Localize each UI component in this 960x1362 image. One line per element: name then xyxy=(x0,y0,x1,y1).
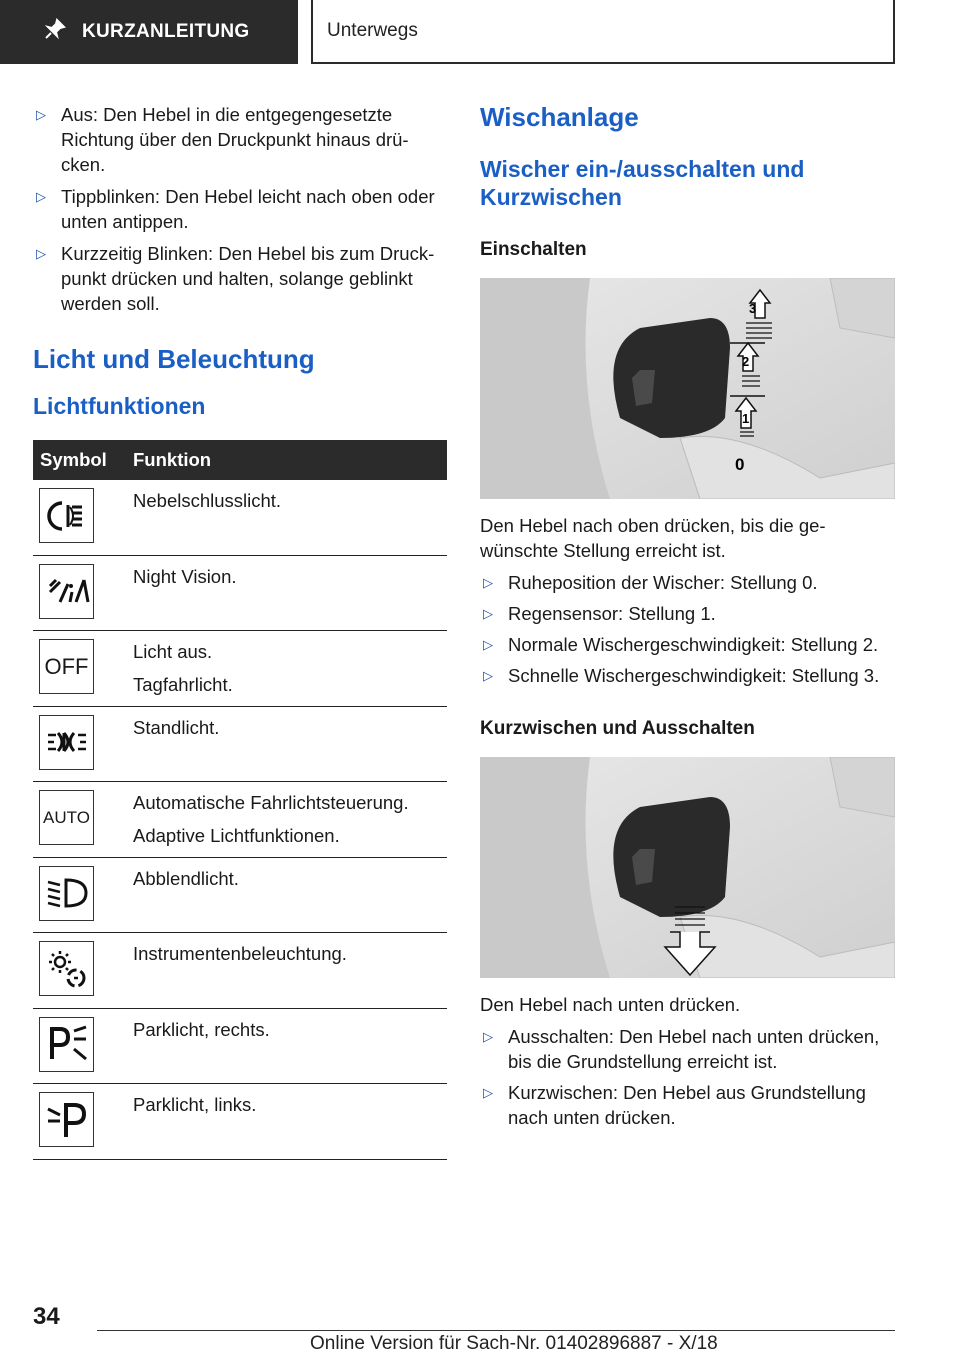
table-row xyxy=(33,480,447,556)
off-icon xyxy=(39,639,94,694)
header-chapter-label: Unterwegs xyxy=(327,20,418,41)
night-vision-icon xyxy=(39,564,94,619)
triangle-bullet-icon: ▷ xyxy=(483,668,493,683)
footer-text: Online Version für Sach-Nr. 01402896887 - X/18 xyxy=(310,1333,718,1354)
list-item: ▷ Schnelle Wischergeschwindigkeit: Stellung 3. xyxy=(483,665,880,686)
wiper-positions-list xyxy=(480,570,900,688)
auto-icon xyxy=(39,790,94,845)
sub-heading-einschalten: Einschalten xyxy=(480,239,587,260)
function-label: Night Vision. xyxy=(133,565,237,587)
auto-symbol-text: AUTO xyxy=(43,807,90,827)
list-item: ▷ Kurzzeitig Blinken: Den Hebel bis zum Druck‐punkt drücken und halten, solange geblinkt werden soll. xyxy=(36,243,435,314)
list-item: ▷ Ausschalten: Den Hebel nach unten drücken, bis die Grundstellung erreicht ist. xyxy=(483,1026,880,1072)
function-label: Licht aus. xyxy=(133,641,213,662)
section-heading: Licht und Beleuchtung xyxy=(33,344,315,374)
section-heading: Wischanlage xyxy=(480,102,639,132)
turn-signal-list xyxy=(33,102,447,316)
position-label-3: 3 xyxy=(749,301,757,316)
function-label: Standlicht. xyxy=(133,716,220,738)
function-label: Tagfahrlicht. xyxy=(133,674,233,695)
header-section-label: KURZANLEITUNG xyxy=(82,21,250,42)
footer-divider xyxy=(97,1330,895,1331)
triangle-bullet-icon: ▷ xyxy=(483,1085,493,1100)
triangle-bullet-icon: ▷ xyxy=(36,107,46,122)
triangle-bullet-icon: ▷ xyxy=(483,637,493,652)
instrument-lighting-icon xyxy=(39,941,94,996)
list-item: ▷ Regensensor: Stellung 1. xyxy=(483,603,716,624)
table-row xyxy=(33,1084,447,1160)
list-item: ▷ Ruheposition der Wischer: Stellung 0. xyxy=(483,572,818,593)
position-label-1: 1 xyxy=(742,411,750,426)
left-column xyxy=(33,102,447,1160)
table-row xyxy=(33,556,447,632)
parking-light-right-icon xyxy=(39,1017,94,1072)
list-item: ▷ Aus: Den Hebel in die entgegengesetzte Richtung über den Druckpunkt hinaus drü‐cken. xyxy=(36,104,409,175)
function-label: Abblendlicht. xyxy=(133,867,239,889)
col-function-header: Funktion xyxy=(133,449,212,470)
wiper-off-list xyxy=(480,1024,900,1130)
position-label-0: 0 xyxy=(735,455,745,474)
paragraph: Den Hebel nach unten drücken. xyxy=(480,994,741,1015)
col-symbol-header: Symbol xyxy=(40,449,107,470)
wiper-lever-up-image xyxy=(480,278,895,499)
position-label-2: 2 xyxy=(742,354,750,369)
list-item: ▷ Tippblinken: Den Hebel leicht nach oben oder unten antippen. xyxy=(36,186,435,232)
function-label: Parklicht, links. xyxy=(133,1094,257,1115)
table-row xyxy=(33,933,447,1009)
triangle-bullet-icon: ▷ xyxy=(483,1029,493,1044)
off-symbol-text: OFF xyxy=(44,653,89,679)
table-row xyxy=(33,782,447,858)
list-item: ▷ Kurzwischen: Den Hebel aus Grundstellung nach unten drücken. xyxy=(483,1082,866,1128)
paragraph: Den Hebel nach oben drücken, bis die ge‐wünschte Stellung erreicht ist. xyxy=(480,515,826,561)
function-label: Parklicht, rechts. xyxy=(133,1018,270,1040)
table-row xyxy=(33,707,447,783)
table-header xyxy=(33,440,447,480)
function-label: Automatische Fahrlichtsteuerung. xyxy=(133,792,409,813)
rear-fog-light-icon xyxy=(39,488,94,543)
page-number: 34 xyxy=(33,1303,60,1330)
parking-light-left-icon xyxy=(39,1092,94,1147)
wiper-lever-down-image xyxy=(480,757,895,978)
pushpin-icon xyxy=(44,18,66,46)
function-label: Adaptive Lichtfunktionen. xyxy=(133,825,340,846)
triangle-bullet-icon: ▷ xyxy=(483,606,493,621)
triangle-bullet-icon: ▷ xyxy=(483,575,493,590)
table-row xyxy=(33,858,447,934)
triangle-bullet-icon: ▷ xyxy=(36,246,46,261)
right-column xyxy=(480,102,900,1136)
header-section-tab xyxy=(0,0,298,64)
subsection-heading: Wischer ein-/ausschalten und Kurzwischen xyxy=(480,156,805,210)
function-label: Instrumentenbeleuchtung. xyxy=(133,943,347,964)
low-beam-icon xyxy=(39,866,94,921)
header-chapter xyxy=(311,0,895,64)
function-label: Nebelschlusslicht. xyxy=(133,490,282,511)
light-functions-table xyxy=(33,440,447,1160)
subsection-heading: Lichtfunktionen xyxy=(33,393,206,419)
triangle-bullet-icon: ▷ xyxy=(36,189,46,204)
list-item: ▷ Normale Wischergeschwindigkeit: Stellung 2. xyxy=(483,634,879,655)
sub-heading-kurzwischen: Kurzwischen und Ausschalten xyxy=(480,718,755,739)
table-row xyxy=(33,631,447,707)
parking-light-icon xyxy=(39,715,94,770)
table-row xyxy=(33,1009,447,1085)
